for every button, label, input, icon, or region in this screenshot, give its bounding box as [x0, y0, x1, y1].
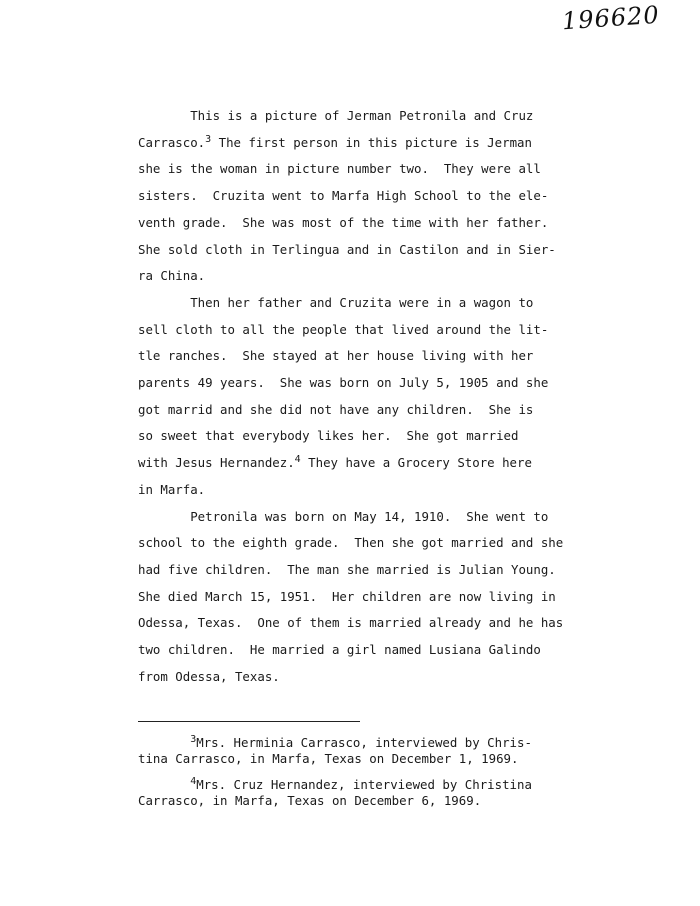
text-line: got marrid and she did not have any children. She is [138, 401, 534, 417]
text-line: Petronila was born on May 14, 1910. She went to [138, 508, 549, 524]
text-line [138, 130, 608, 157]
footnotes [138, 735, 608, 808]
text-line: parents 49 years. She was born on July 5, 1905 and she [138, 375, 549, 391]
text-line: tina Carrasco, in Marfa, Texas on December 1, 1969. [138, 750, 519, 766]
footnote-reference: 4 [294, 454, 301, 466]
text-line: venth grade. She was most of the time with her father. [138, 214, 549, 230]
text-line: school to the eighth grade. Then she got married and she [138, 535, 564, 551]
text-line: sell cloth to all the people that lived around the lit- [138, 321, 549, 337]
text-line: sisters. Cruzita went to Marfa High School to the ele- [138, 188, 549, 204]
text-line: tle ranches. She stayed at her house living with her [138, 348, 534, 364]
text-line: had five children. The man she married is Julian Young. [138, 561, 556, 577]
text-line: from Odessa, Texas. [138, 668, 280, 684]
text-line [138, 777, 608, 793]
text-line [138, 735, 608, 751]
text-line [138, 450, 608, 477]
text-line: two children. He married a girl named Lusiana Galindo [138, 642, 541, 658]
text-segment: Mrs. Cruz Hernandez, interviewed by Christina [196, 777, 532, 792]
text-segment: Carrasco. [138, 134, 206, 150]
text-line: she is the woman in picture number two. They were all [138, 161, 541, 177]
paragraph [138, 290, 608, 504]
text-line: This is a picture of Jerman Petronila and Cruz [138, 108, 534, 123]
footnote-spacer [138, 766, 608, 777]
text-line: in Marfa. [138, 481, 206, 497]
text-line: ra China. [138, 268, 206, 284]
footnote-marker: 3 [190, 734, 197, 745]
text-segment: They have a Grocery Store here [300, 455, 532, 471]
page-number: 196620 [561, 0, 661, 36]
footnote-marker: 4 [190, 776, 197, 787]
text-line: She died March 15, 1951. Her children are now living in [138, 588, 556, 604]
paragraph [138, 504, 608, 691]
text-segment: Mrs. Herminia Carrasco, interviewed by Chris- [196, 735, 532, 750]
footnote-divider [138, 721, 360, 722]
paragraph [138, 103, 608, 290]
text-line: Odessa, Texas. One of them is married already and he has [138, 615, 564, 631]
text-segment: with Jesus Hernandez. [138, 455, 295, 471]
footnote [138, 735, 608, 766]
text-segment: The first person in this picture is Jerman [211, 134, 532, 150]
text-line: Then her father and Cruzita were in a wagon to [138, 294, 534, 310]
footnote [138, 777, 608, 808]
text-line: She sold cloth in Terlingua and in Castilon and in Sier- [138, 241, 556, 257]
text-line: Carrasco, in Marfa, Texas on December 6, 1969. [138, 792, 482, 808]
footnote-reference: 3 [205, 133, 212, 145]
body-text [138, 103, 608, 690]
text-line: so sweet that everybody likes her. She got married [138, 428, 519, 444]
